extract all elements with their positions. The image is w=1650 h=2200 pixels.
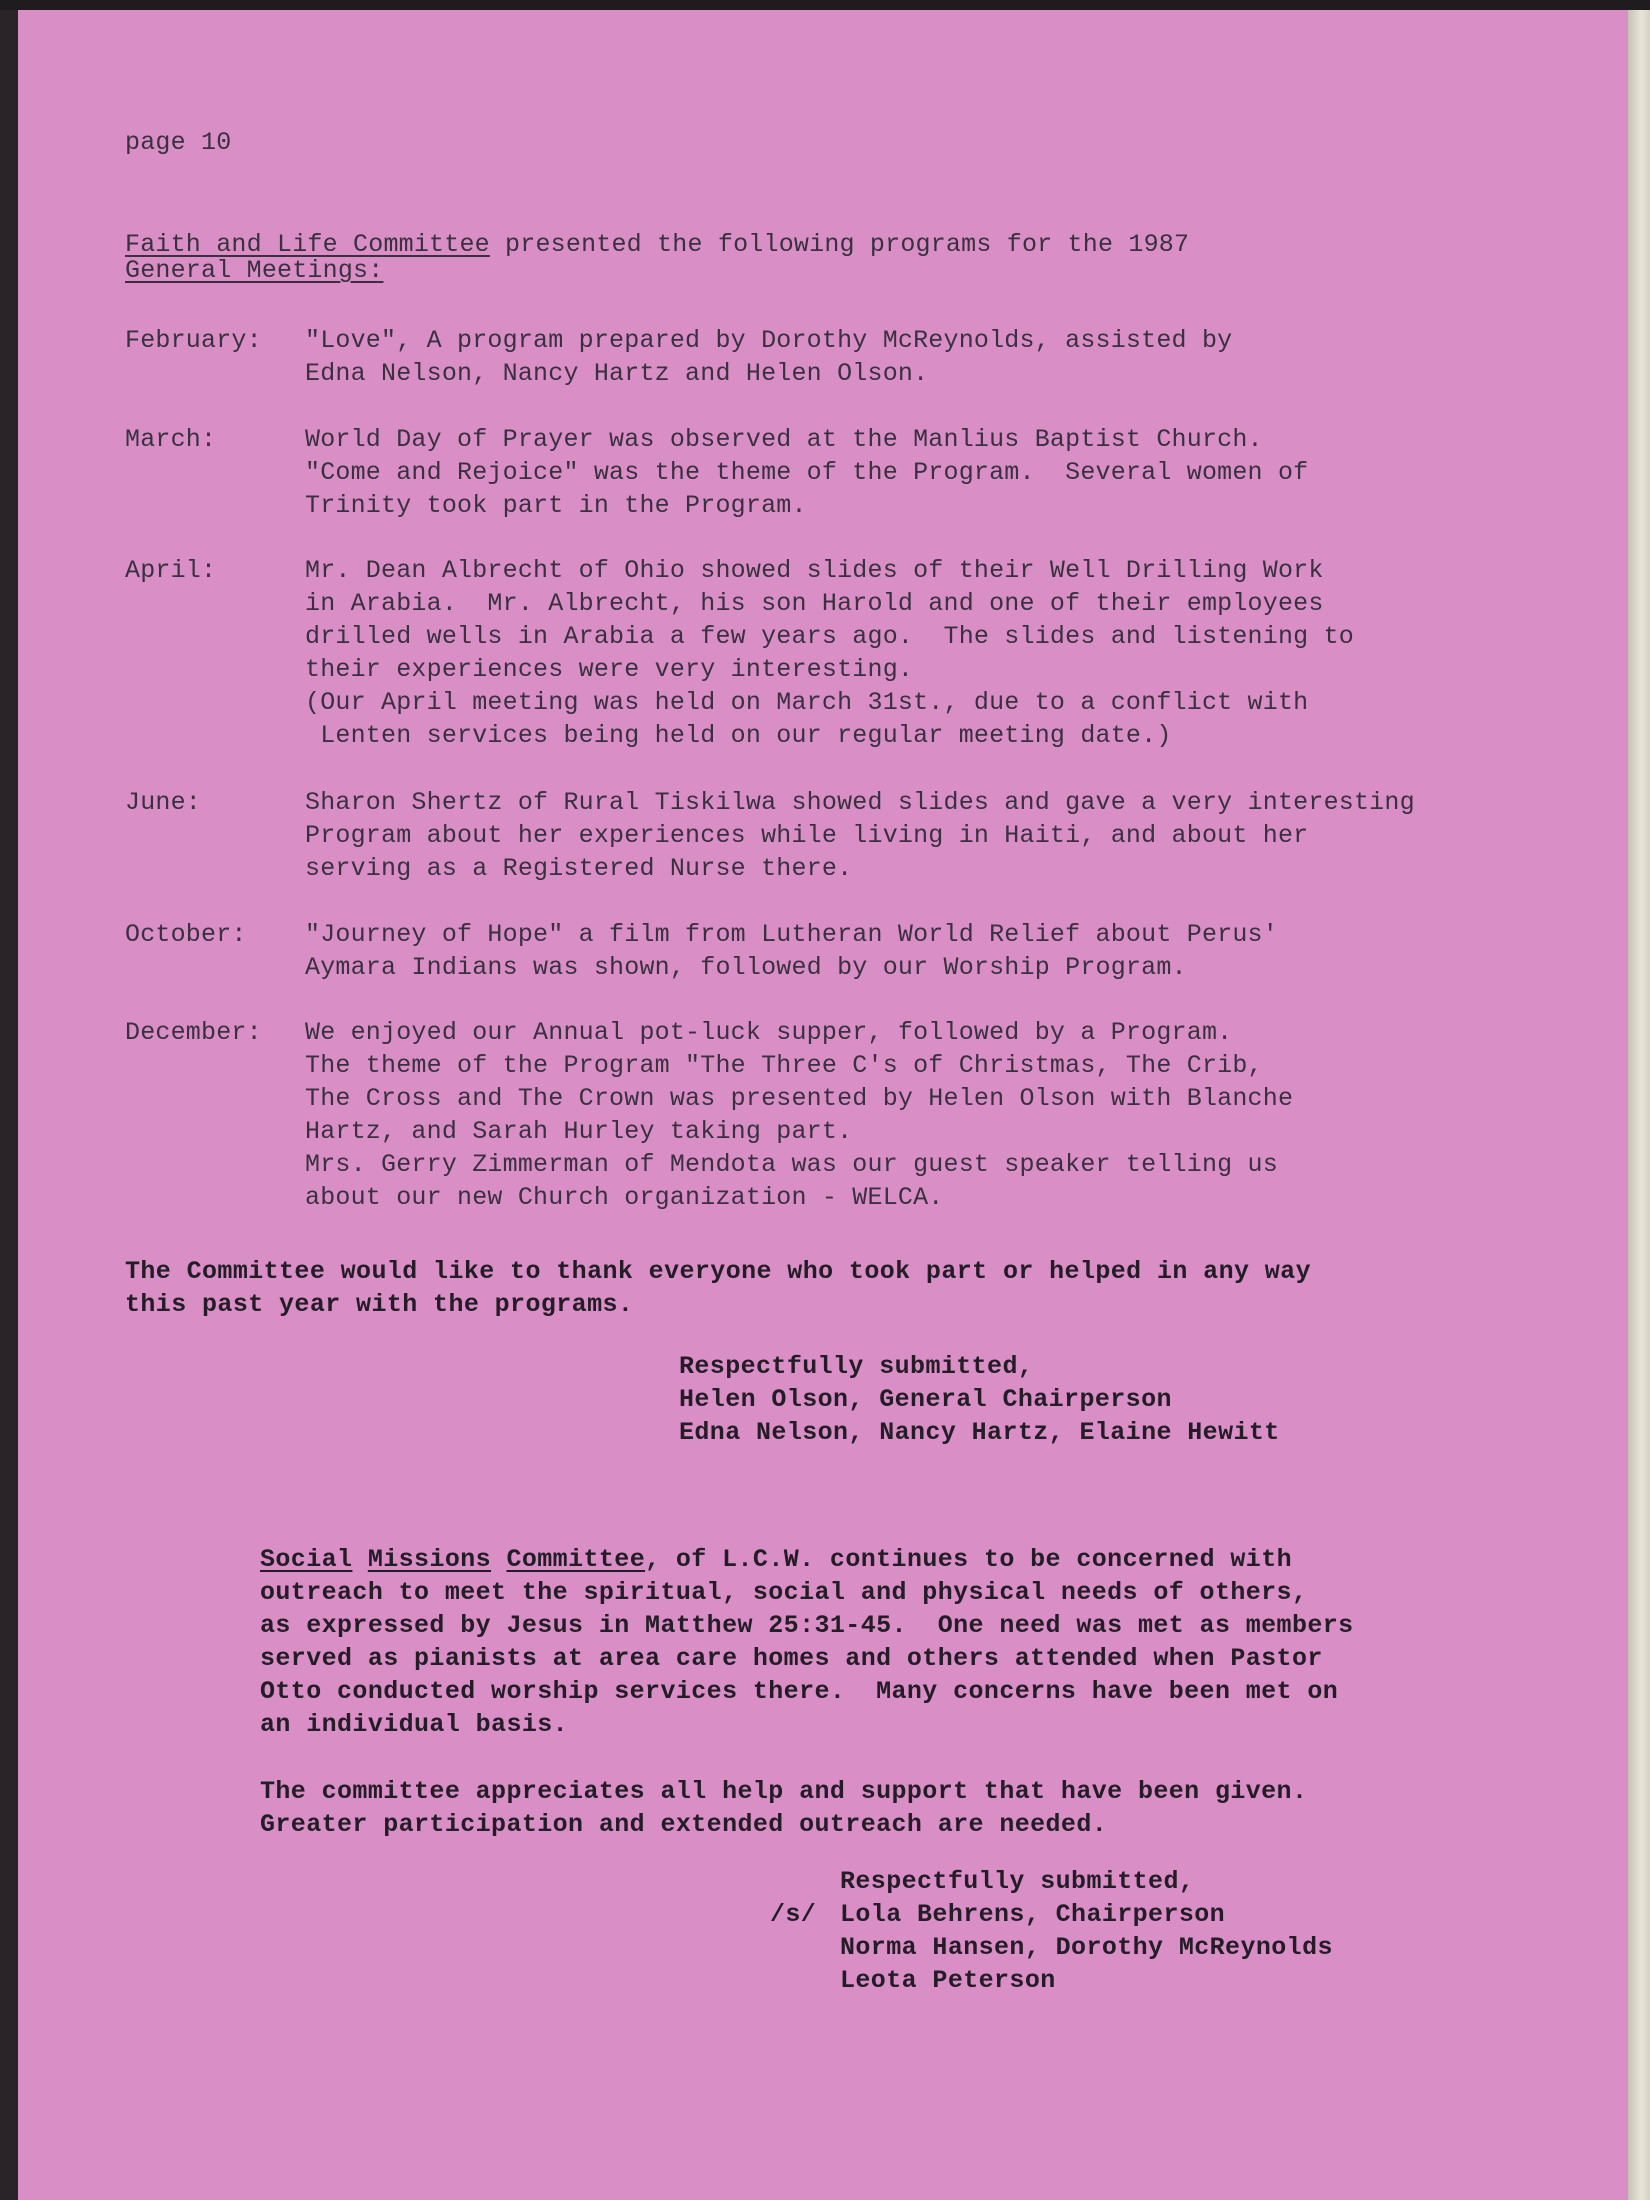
social-signature-line: Respectfully submitted, bbox=[840, 1867, 1195, 1896]
page-number: page 10 bbox=[125, 128, 232, 157]
entry-line: about our new Church organization - WELCA. bbox=[305, 1183, 944, 1212]
sig-mark: /s/ bbox=[770, 1900, 817, 1929]
entry-line: "Journey of Hope" a film from Lutheran World Relief about Perus' bbox=[305, 920, 1278, 949]
document-page bbox=[18, 10, 1628, 2200]
scan-top-edge bbox=[0, 0, 1650, 10]
social-signature-line: Lola Behrens, Chairperson bbox=[840, 1900, 1226, 1929]
social-para2-line: The committee appreciates all help and support that have been given. bbox=[260, 1777, 1308, 1806]
entry-line: their experiences were very interesting. bbox=[305, 655, 914, 684]
faith-heading-line2: General Meetings: bbox=[125, 256, 384, 285]
thanks-line: The Committee would like to thank everyone who took part or helped in any way bbox=[125, 1257, 1311, 1286]
entry-line: Hartz, and Sarah Hurley taking part. bbox=[305, 1117, 853, 1146]
faith-committee-title: Faith and Life Committee bbox=[125, 230, 490, 259]
social-para1-line: as expressed by Jesus in Matthew 25:31-45. One need was met as members bbox=[260, 1611, 1354, 1640]
month-label: April: bbox=[125, 556, 217, 585]
month-label: October: bbox=[125, 920, 247, 949]
entry-line: Lenten services being held on our regular meeting date.) bbox=[305, 721, 1172, 750]
entry-line: World Day of Prayer was observed at the Manlius Baptist Church. bbox=[305, 425, 1263, 454]
signature-line: Edna Nelson, Nancy Hartz, Elaine Hewitt bbox=[679, 1418, 1280, 1447]
social-para2-line: Greater participation and extended outreach are needed. bbox=[260, 1810, 1108, 1839]
signature-line: Helen Olson, General Chairperson bbox=[679, 1385, 1172, 1414]
thanks-line: this past year with the programs. bbox=[125, 1290, 634, 1319]
entry-line: Program about her experiences while living in Haiti, and about her bbox=[305, 821, 1309, 850]
social-para1-first-rest: of L.C.W. continues to be concerned with bbox=[660, 1545, 1292, 1574]
entry-line: Aymara Indians was shown, followed by our Worship Program. bbox=[305, 953, 1187, 982]
entry-line: "Love", A program prepared by Dorothy McReynolds, assisted by bbox=[305, 326, 1233, 355]
paper-edge bbox=[1628, 10, 1650, 2200]
entry-line: "Come and Rejoice" was the theme of the Program. Several women of bbox=[305, 458, 1309, 487]
social-signature-line: Leota Peterson bbox=[840, 1966, 1056, 1995]
social-para1-line: an individual basis. bbox=[260, 1710, 569, 1739]
month-label: February: bbox=[125, 326, 262, 355]
entry-line: The Cross and The Crown was presented by Helen Olson with Blanche bbox=[305, 1084, 1294, 1113]
entry-line: serving as a Registered Nurse there. bbox=[305, 854, 853, 883]
entry-line: Sharon Shertz of Rural Tiskilwa showed slides and gave a very interesting bbox=[305, 788, 1415, 817]
month-label: June: bbox=[125, 788, 202, 817]
social-heading-word: Social bbox=[260, 1545, 353, 1574]
social-para1-line: served as pianists at area care homes and others attended when Pastor bbox=[260, 1644, 1323, 1673]
social-heading-comma: , bbox=[645, 1545, 661, 1574]
social-heading-word: Committee bbox=[506, 1545, 646, 1574]
entry-line: in Arabia. Mr. Albrecht, his son Harold and one of their employees bbox=[305, 589, 1324, 618]
entry-line: (Our April meeting was held on March 31st., due to a conflict with bbox=[305, 688, 1309, 717]
faith-heading-rest: presented the following programs for the 1987 bbox=[489, 230, 1190, 259]
entry-line: drilled wells in Arabia a few years ago. The slides and listening to bbox=[305, 622, 1354, 651]
month-label: December: bbox=[125, 1018, 262, 1047]
social-heading-line bbox=[260, 1543, 1292, 1576]
entry-line: Trinity took part in the Program. bbox=[305, 491, 807, 520]
social-signature-line: Norma Hansen, Dorothy McReynolds bbox=[840, 1933, 1333, 1962]
social-heading-word: Missions bbox=[367, 1545, 492, 1574]
month-label: March: bbox=[125, 425, 217, 454]
social-para1-line: outreach to meet the spiritual, social and physical needs of others, bbox=[260, 1578, 1308, 1607]
entry-line: The theme of the Program "The Three C's of Christmas, The Crib, bbox=[305, 1051, 1263, 1080]
entry-line: We enjoyed our Annual pot-luck supper, followed by a Program. bbox=[305, 1018, 1233, 1047]
entry-line: Mrs. Gerry Zimmerman of Mendota was our guest speaker telling us bbox=[305, 1150, 1278, 1179]
social-para1-line: Otto conducted worship services there. Many concerns have been met on bbox=[260, 1677, 1339, 1706]
entry-line: Edna Nelson, Nancy Hartz and Helen Olson. bbox=[305, 359, 929, 388]
entry-line: Mr. Dean Albrecht of Ohio showed slides of their Well Drilling Work bbox=[305, 556, 1324, 585]
signature-line: Respectfully submitted, bbox=[679, 1352, 1034, 1381]
